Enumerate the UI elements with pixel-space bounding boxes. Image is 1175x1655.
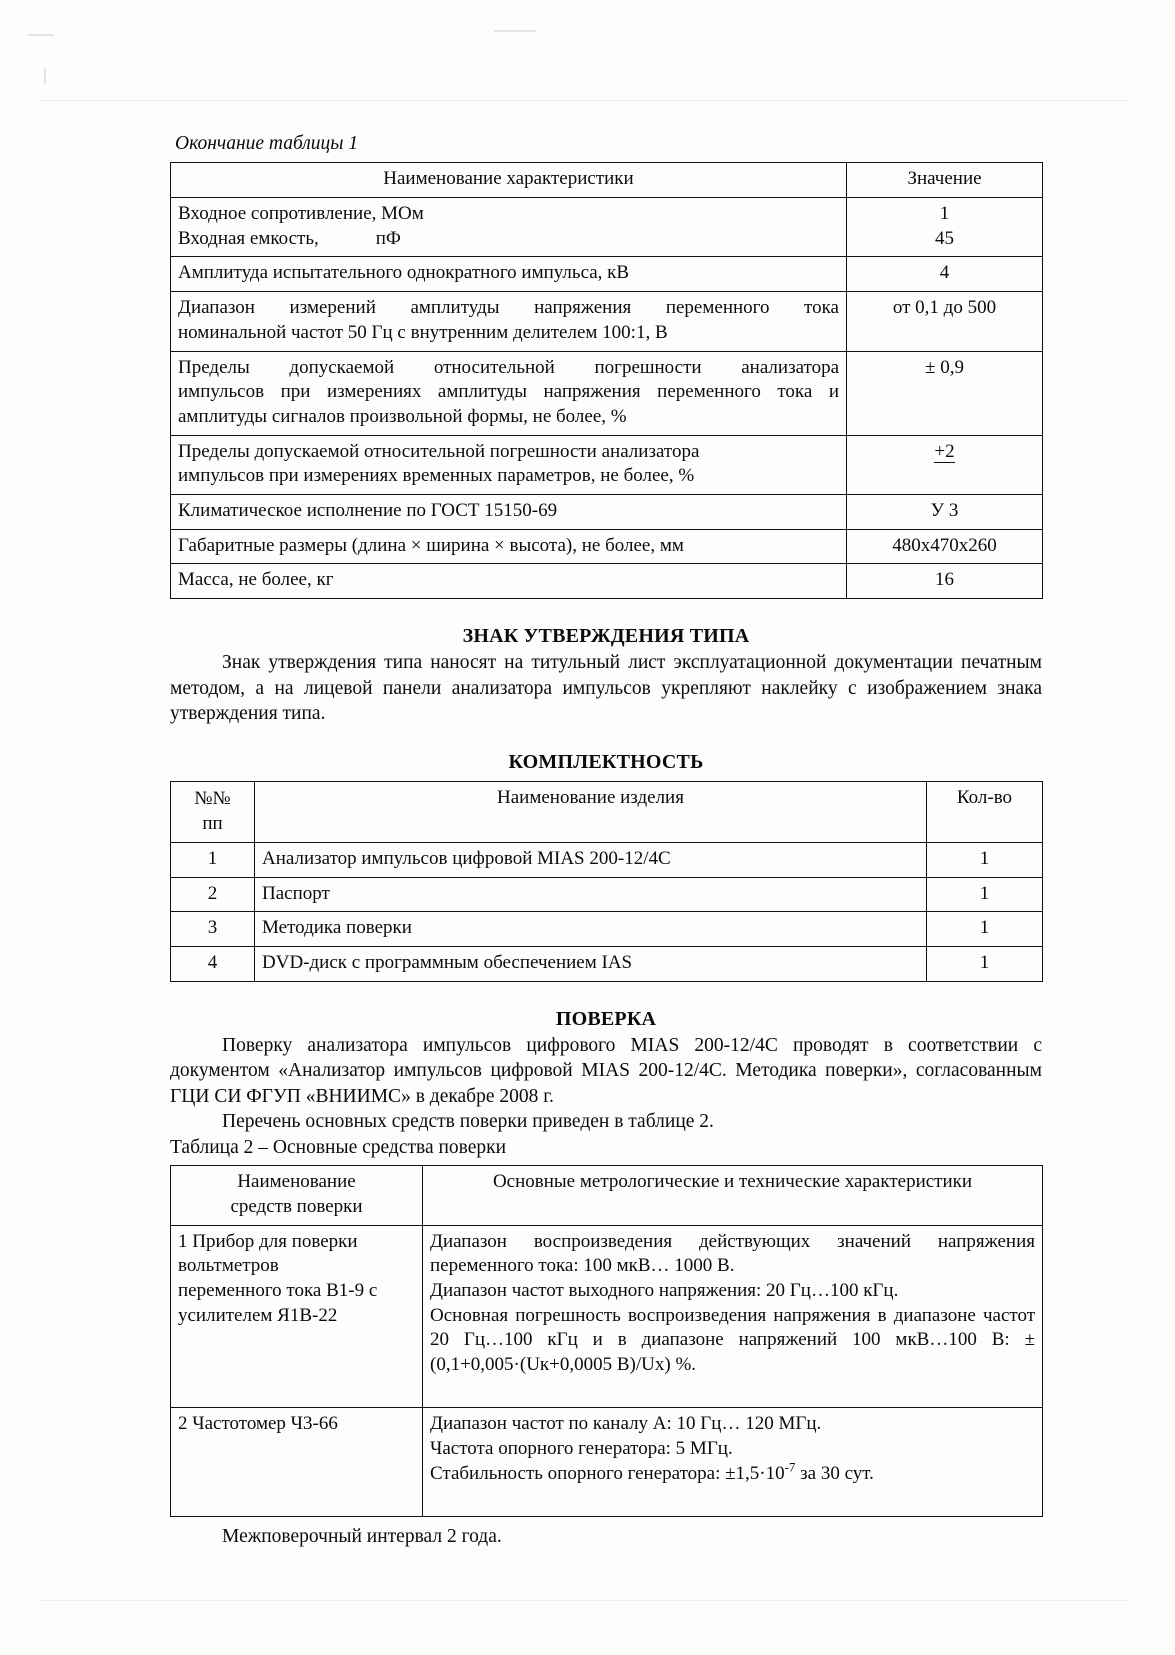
scan-artifact-top-mid: [494, 30, 536, 32]
characteristic-name-line: Входная емкость, пФ: [178, 227, 401, 249]
table2-caption: Таблица 2 – Основные средства поверки: [170, 1136, 507, 1158]
table-row: [171, 1225, 1043, 1408]
type-mark-heading: ЗНАК УТВЕРЖДЕНИЯ ТИПА: [462, 625, 750, 648]
header-number-line: пп: [202, 813, 223, 835]
table-row: [171, 494, 1043, 529]
characteristic-value-line: 45: [935, 227, 954, 249]
item-number: 4: [171, 946, 255, 981]
header-item-name: Наименование изделия: [255, 781, 927, 842]
characteristic-name-line: номинальной частот 50 Гц с внутренним делителем 100:1, В: [178, 321, 668, 343]
scan-artifact-bottom-rule: [40, 1600, 1130, 1601]
verification-tools-table: [170, 1165, 1043, 1517]
table-row: [171, 946, 1043, 981]
tool-name-line: 1 Прибор для поверки: [178, 1230, 358, 1252]
header-characteristic: Наименование характеристики: [171, 163, 847, 198]
tool-name-line: усилителем Я1В-22: [178, 1304, 338, 1326]
characteristic-value: от 0,1 до 500: [847, 292, 1043, 351]
characteristics-table: [170, 162, 1043, 599]
tool-name-line: 2 Частотомер Ч3-66: [178, 1413, 338, 1435]
characteristic-name-line: Пределы допускаемой относительной погрешности анализатора: [178, 356, 839, 378]
scan-artifact-top-rule: [40, 100, 1130, 101]
item-quantity: 1: [927, 912, 1043, 947]
characteristic-value-text: +2: [934, 440, 955, 462]
header-value: Значение: [847, 163, 1043, 198]
characteristic-name: Масса, не более, кг: [171, 564, 847, 599]
characteristic-value: [847, 198, 1043, 257]
table-header-row: [171, 1166, 1043, 1225]
item-name: Паспорт: [255, 877, 927, 912]
header-tool-name: [171, 1166, 423, 1225]
item-number: 3: [171, 912, 255, 947]
table-header-row: [171, 163, 1043, 198]
table-row: [171, 877, 1043, 912]
scan-artifact-left-tick: [44, 68, 46, 84]
verification-paragraph-2: Перечень основных средств поверки приведен в таблице 2.: [222, 1111, 714, 1133]
characteristic-value: У 3: [847, 494, 1043, 529]
characteristic-value: [847, 435, 1043, 494]
tool-name: [171, 1408, 423, 1517]
scan-artifact-top-left: [28, 34, 54, 36]
tool-name: [171, 1225, 423, 1408]
item-name: Методика поверки: [255, 912, 927, 947]
table-row: [171, 912, 1043, 947]
tool-spec-line: Основная погрешность воспроизведения напряжения в диапазоне частот 20 Гц…100 кГц и в диапазоне напряжений 100 мкВ…100 В: ±(0,1+0,005·(Uк+0,0005 В)/Uх) %.: [430, 1304, 1035, 1376]
header-number-line: №№: [194, 787, 231, 809]
document-content: [170, 132, 1042, 1548]
characteristic-value: 4: [847, 257, 1043, 292]
characteristic-name: [171, 198, 847, 257]
characteristic-name: [171, 292, 847, 351]
tool-spec-line-stability: [430, 1459, 1035, 1487]
tool-spec-line: Диапазон воспроизведения действующих значений напряжения переменного тока: 100 мкВ… 1000 В.: [430, 1230, 1035, 1277]
tool-specs: [423, 1225, 1043, 1408]
item-quantity: 1: [927, 946, 1043, 981]
table1-caption: Окончание таблицы 1: [175, 133, 359, 154]
characteristic-name-line: Диапазон измерений амплитуды напряжения переменного тока: [178, 297, 839, 319]
header-tool-name-line: средств поверки: [230, 1195, 363, 1217]
table-row: [171, 564, 1043, 599]
characteristic-name: Габаритные размеры (длина × ширина × высота), не более, мм: [171, 529, 847, 564]
characteristic-value-line: 1: [939, 203, 950, 225]
tool-name-line: переменного тока В1-9 с: [178, 1280, 378, 1302]
table-header-row: [171, 781, 1043, 842]
item-name: Анализатор импульсов цифровой MIAS 200-12/4C: [255, 842, 927, 877]
characteristic-value: 480x470x260: [847, 529, 1043, 564]
verification-heading: ПОВЕРКА: [555, 1007, 657, 1030]
verification-interval-note: Межповерочный интервал 2 года.: [222, 1526, 502, 1548]
stability-prefix: Стабильность опорного генератора: ±1,5·10: [430, 1462, 785, 1484]
tool-name-line: вольтметров: [178, 1255, 279, 1277]
table-row: [171, 1408, 1043, 1517]
header-tool-name-line: Наименование: [237, 1171, 356, 1193]
characteristic-name: Климатическое исполнение по ГОСТ 15150-69: [171, 494, 847, 529]
stability-exponent: -7: [784, 1459, 796, 1475]
characteristic-name: Амплитуда испытательного однократного импульса, кВ: [171, 257, 847, 292]
item-number: 1: [171, 842, 255, 877]
stability-suffix: за 30 сут.: [795, 1462, 874, 1484]
characteristic-name-line: Входное сопротивление, МОм: [178, 203, 424, 225]
tool-spec-line: Диапазон частот по каналу А: 10 Гц… 120 МГц.: [430, 1413, 822, 1435]
tool-specs: [423, 1408, 1043, 1517]
header-number: [171, 781, 255, 842]
header-quantity: Кол-во: [927, 781, 1043, 842]
tool-spec-line: Частота опорного генератора: 5 МГц.: [430, 1438, 733, 1460]
characteristic-value: ± 0,9: [847, 351, 1043, 435]
tool-spec-line: Диапазон частот выходного напряжения: 20 Гц…100 кГц.: [430, 1280, 899, 1302]
tool-spec-spacer: [430, 1487, 1035, 1512]
completeness-table: [170, 781, 1043, 982]
table-row: [171, 257, 1043, 292]
characteristic-name: [171, 435, 847, 494]
characteristic-name-line: импульсов при измерениях временных параметров, не более, %: [178, 465, 695, 487]
tool-spec-spacer: [430, 1378, 1035, 1403]
completeness-heading: КОМПЛЕКТНОСТЬ: [508, 750, 704, 773]
characteristic-name-line: амплитуды сигналов произвольной формы, не более, %: [178, 405, 627, 427]
characteristic-name-line: импульсов при измерениях амплитуды напряжения переменного тока и: [178, 381, 839, 403]
table-row: [171, 292, 1043, 351]
item-quantity: 1: [927, 877, 1043, 912]
item-number: 2: [171, 877, 255, 912]
verification-paragraph-1: Поверку анализатора импульсов цифрового MIAS 200-12/4C проводят в соответствии с документом «Анализатор импульсов цифровой MIAS 200-12/4C. Методика поверки», согласованным ГЦИ СИ ФГУП «ВНИИМС» в декабре 2008 г.: [170, 1034, 1042, 1107]
item-quantity: 1: [927, 842, 1043, 877]
characteristic-name-line: Пределы допускаемой относительной погрешности анализатора: [178, 440, 700, 462]
characteristic-name: [171, 351, 847, 435]
table-row: [171, 842, 1043, 877]
characteristic-value: 16: [847, 564, 1043, 599]
table-row: [171, 435, 1043, 494]
header-tool-specs: Основные метрологические и технические характеристики: [423, 1166, 1043, 1225]
type-mark-paragraph: Знак утверждения типа наносят на титульный лист эксплуатационной документации печатным методом, а на лицевой панели анализатора импульсов укрепляют наклейку с изображением знака утверждения типа.: [170, 652, 1042, 725]
table-row: [171, 198, 1043, 257]
item-name: DVD-диск с программным обеспечением IAS: [255, 946, 927, 981]
table-row: [171, 351, 1043, 435]
table-row: [171, 529, 1043, 564]
